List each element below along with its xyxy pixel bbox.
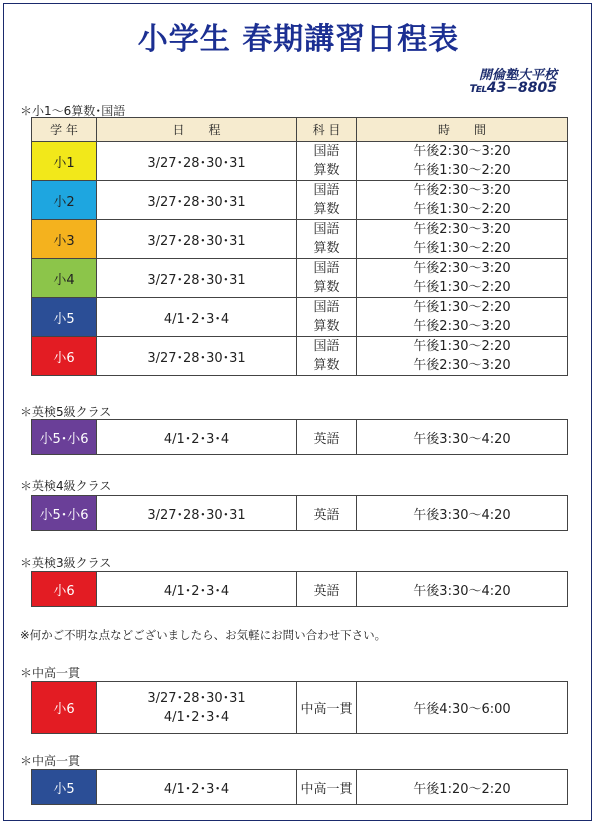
date-line-1: 3/27･28･30･31	[147, 690, 246, 706]
time-line: 午後2:30～3:20	[413, 222, 511, 237]
table-row	[32, 181, 568, 220]
dates-cell: 3/27･28･30･31	[97, 337, 297, 376]
subject-cell	[297, 142, 357, 181]
time-cell: 午後4:30～6:00	[357, 682, 568, 734]
table-row	[32, 572, 568, 607]
time-line: 午後2:30～3:20	[413, 261, 511, 276]
subject-line: 国語	[313, 300, 340, 315]
subject-line: 算数	[313, 202, 340, 217]
subject-line: 算数	[313, 280, 340, 295]
table-row	[32, 682, 568, 734]
time-line: 午後1:30～2:20	[413, 339, 511, 354]
section-label-main: ＊小1～6算数･国語	[20, 104, 126, 118]
subject-cell	[297, 259, 357, 298]
section-label-eiken4: ＊英検4級クラス	[20, 479, 112, 493]
contact-note: ※何かご不明な点などございましたら、お気軽にお問い合わせ下さい。	[20, 628, 387, 642]
phone-number: ℡43−8805	[469, 80, 557, 96]
dates-cell	[97, 682, 297, 734]
time-line: 午後1:30～2:20	[413, 163, 511, 178]
dates-cell: 3/27･28･30･31	[97, 496, 297, 531]
subject-cell	[297, 337, 357, 376]
grade-cell: 小6	[32, 572, 97, 607]
section-label-chukou-2: ＊中高一貫	[20, 754, 81, 768]
chukou-table-2	[31, 769, 568, 805]
chukou-table-1	[31, 681, 568, 734]
eiken4-table	[31, 495, 568, 531]
grade-cell: 小4	[32, 259, 97, 298]
dates-cell: 3/27･28･30･31	[97, 181, 297, 220]
subject-line: 算数	[313, 241, 340, 256]
dates-cell: 3/27･28･30･31	[97, 220, 297, 259]
time-cell: 午後3:30～4:20	[357, 420, 568, 455]
subject-cell: 中高一貫	[297, 770, 357, 805]
table-row	[32, 496, 568, 531]
time-cell	[357, 337, 568, 376]
column-header-grade: 学 年	[32, 118, 97, 142]
grade-cell: 小3	[32, 220, 97, 259]
column-header-dates: 日 程	[97, 118, 297, 142]
table-row	[32, 337, 568, 376]
time-line: 午後2:30～3:20	[413, 358, 511, 373]
time-cell: 午後3:30～4:20	[357, 572, 568, 607]
grade-cell: 小5	[32, 770, 97, 805]
subject-line: 国語	[313, 183, 340, 198]
section-label-eiken3: ＊英検3級クラス	[20, 556, 112, 570]
grade-cell: 小2	[32, 181, 97, 220]
column-header-subject: 科 目	[297, 118, 357, 142]
main-schedule-table	[31, 117, 568, 376]
grade-cell: 小6	[32, 337, 97, 376]
time-cell	[357, 259, 568, 298]
time-cell	[357, 142, 568, 181]
dates-cell: 4/1･2･3･4	[97, 572, 297, 607]
grade-cell: 小1	[32, 142, 97, 181]
table-row	[32, 142, 568, 181]
dates-cell: 3/27･28･30･31	[97, 142, 297, 181]
time-line: 午後1:30～2:20	[413, 241, 511, 256]
section-label-eiken5: ＊英検5級クラス	[20, 405, 112, 419]
time-line: 午後2:30～3:20	[413, 319, 511, 334]
subject-line: 国語	[313, 144, 340, 159]
subject-cell	[297, 220, 357, 259]
time-line: 午後2:30～3:20	[413, 144, 511, 159]
section-label-chukou-1: ＊中高一貫	[20, 666, 81, 680]
time-line: 午後2:30～3:20	[413, 183, 511, 198]
school-name: 開倫塾大平校	[478, 68, 557, 83]
table-row	[32, 770, 568, 805]
subject-cell: 英語	[297, 572, 357, 607]
subject-cell: 中高一貫	[297, 682, 357, 734]
time-cell: 午後1:20～2:20	[357, 770, 568, 805]
subject-line: 国語	[313, 339, 340, 354]
subject-line: 算数	[313, 163, 340, 178]
table-row	[32, 220, 568, 259]
table-row	[32, 298, 568, 337]
grade-cell: 小5･小6	[32, 420, 97, 455]
time-cell: 午後3:30～4:20	[357, 496, 568, 531]
grade-cell: 小5	[32, 298, 97, 337]
time-cell	[357, 298, 568, 337]
page-title: 小学生 春期講習日程表	[137, 22, 460, 57]
dates-cell: 3/27･28･30･31	[97, 259, 297, 298]
time-line: 午後1:30～2:20	[413, 280, 511, 295]
table-header-row	[32, 118, 568, 142]
date-line-2: 4/1･2･3･4	[163, 709, 230, 725]
subject-line: 国語	[313, 222, 340, 237]
subject-line: 国語	[313, 261, 340, 276]
time-cell	[357, 181, 568, 220]
eiken5-table	[31, 419, 568, 455]
subject-line: 算数	[313, 358, 340, 373]
subject-line: 算数	[313, 319, 340, 334]
time-line: 午後1:30～2:20	[413, 202, 511, 217]
table-row	[32, 420, 568, 455]
eiken3-table	[31, 571, 568, 607]
column-header-time: 時 間	[357, 118, 568, 142]
dates-cell: 4/1･2･3･4	[97, 420, 297, 455]
subject-cell	[297, 298, 357, 337]
time-line: 午後1:30～2:20	[413, 300, 511, 315]
dates-cell: 4/1･2･3･4	[97, 770, 297, 805]
grade-cell: 小5･小6	[32, 496, 97, 531]
grade-cell: 小6	[32, 682, 97, 734]
time-cell	[357, 220, 568, 259]
dates-cell: 4/1･2･3･4	[97, 298, 297, 337]
subject-cell: 英語	[297, 420, 357, 455]
subject-cell	[297, 181, 357, 220]
table-row	[32, 259, 568, 298]
subject-cell: 英語	[297, 496, 357, 531]
